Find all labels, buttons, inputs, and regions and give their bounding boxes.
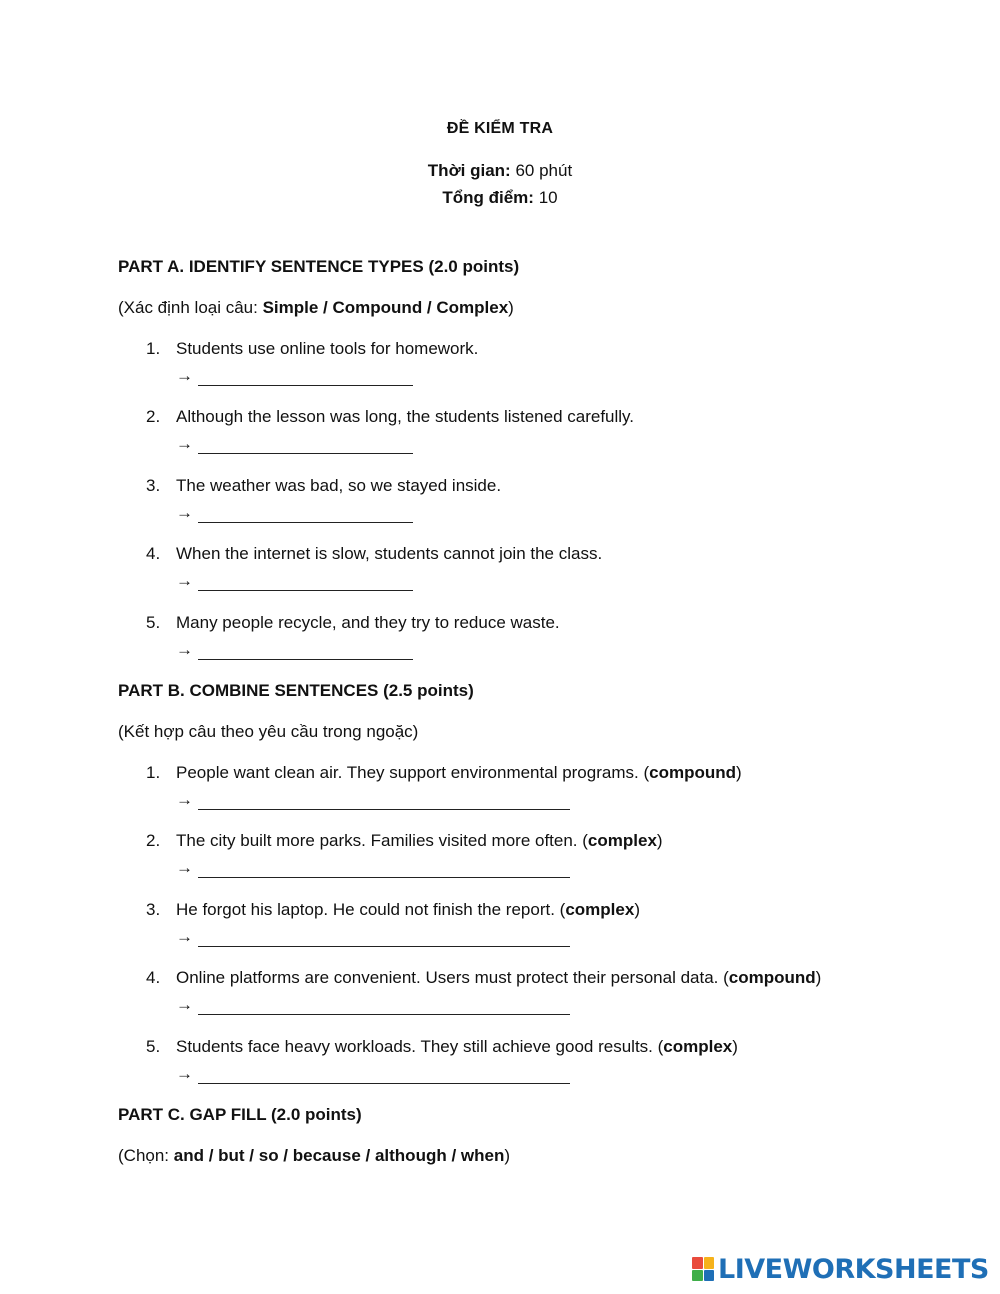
- time-info: [0, 161, 1000, 181]
- arrow-icon: →: [176, 1064, 193, 1083]
- part-c-instruction: [118, 1146, 510, 1166]
- question-number: 1.: [146, 339, 161, 358]
- logo-tile: [704, 1270, 715, 1282]
- part-a-question-4: [146, 544, 946, 564]
- question-text: Students use online tools for homework.: [176, 339, 479, 358]
- logo-tile: [692, 1257, 703, 1269]
- part-a-instruction-suffix: ): [508, 298, 514, 317]
- question-close: ): [732, 1037, 738, 1056]
- question-close: ): [634, 900, 640, 919]
- part-a-question-5: [146, 613, 946, 633]
- question-number: 2.: [146, 407, 161, 426]
- question-number: 3.: [146, 476, 161, 495]
- part-c-heading: PART C. GAP FILL (2.0 points): [118, 1105, 362, 1124]
- part-b-question-1: [146, 763, 946, 783]
- part-b-answer-3[interactable]: [176, 927, 570, 947]
- answer-blank[interactable]: [198, 794, 570, 810]
- question-number: 4.: [146, 544, 161, 563]
- arrow-icon: →: [176, 927, 193, 946]
- part-a-answer-1[interactable]: [176, 366, 413, 386]
- part-a-question-3: [146, 476, 946, 496]
- part-a-instruction: [118, 298, 514, 318]
- part-b-answer-4[interactable]: [176, 995, 570, 1015]
- part-b-question-3: [146, 900, 946, 920]
- score-label: Tổng điểm:: [442, 188, 534, 207]
- question-text: Many people recycle, and they try to reduce waste.: [176, 613, 560, 632]
- part-b-answer-1[interactable]: [176, 790, 570, 810]
- part-c-instruction-suffix: ): [504, 1146, 511, 1165]
- part-c-instruction-prefix: (Chọn:: [118, 1146, 174, 1165]
- question-text: The weather was bad, so we stayed inside.: [176, 476, 502, 495]
- part-a-heading: PART A. IDENTIFY SENTENCE TYPES (2.0 points): [118, 257, 520, 276]
- part-b-heading: PART B. COMBINE SENTENCES (2.5 points): [118, 681, 474, 700]
- part-a-instruction-options: Simple / Compound / Complex: [262, 298, 509, 317]
- part-a-answer-4[interactable]: [176, 571, 413, 591]
- logo-tile: [704, 1257, 715, 1269]
- question-text: Although the lesson was long, the students listened carefully.: [176, 407, 635, 426]
- part-b-instruction: (Kết hợp câu theo yêu cầu trong ngoặc): [118, 722, 419, 741]
- logo-tile: [692, 1270, 703, 1282]
- part-b-answer-5[interactable]: [176, 1064, 570, 1084]
- logo-mark-icon: [692, 1257, 714, 1281]
- answer-blank[interactable]: [198, 575, 413, 591]
- question-tag: compound: [649, 763, 736, 782]
- answer-blank[interactable]: [198, 999, 570, 1015]
- score-info: [0, 188, 1000, 208]
- logo-text: LIVEWORKSHEETS: [718, 1253, 989, 1285]
- score-value: 10: [538, 188, 558, 207]
- question-number: 5.: [146, 1037, 161, 1056]
- question-tag: compound: [728, 968, 816, 987]
- part-c-instruction-options: and / but / so / because / although / when: [173, 1146, 505, 1165]
- part-a-instruction-prefix: (Xác định loại câu:: [118, 298, 263, 317]
- question-close: ): [736, 763, 742, 782]
- arrow-icon: →: [176, 995, 193, 1014]
- page-title: ĐỀ KIỂM TRA: [446, 120, 554, 137]
- time-label: Thời gian:: [427, 161, 511, 180]
- question-close: ): [656, 831, 663, 850]
- part-a-answer-3[interactable]: [176, 503, 413, 523]
- arrow-icon: →: [176, 503, 193, 522]
- arrow-icon: →: [176, 790, 193, 809]
- answer-blank[interactable]: [198, 931, 570, 947]
- question-number: 5.: [146, 613, 161, 632]
- question-text: When the internet is slow, students cannot join the class.: [176, 544, 603, 563]
- part-a-question-1: [146, 339, 946, 359]
- arrow-icon: →: [176, 640, 193, 659]
- answer-blank[interactable]: [198, 644, 413, 660]
- arrow-icon: →: [176, 858, 193, 877]
- answer-blank[interactable]: [198, 1068, 570, 1084]
- part-b-question-2: [146, 831, 946, 851]
- part-a-question-2: [146, 407, 946, 427]
- question-tag: complex: [663, 1037, 733, 1056]
- question-number: 1.: [146, 763, 161, 782]
- question-close: ): [815, 968, 822, 987]
- question-text: He forgot his laptop. He could not finish the report. (: [176, 900, 566, 919]
- arrow-icon: →: [176, 571, 193, 590]
- question-text: Online platforms are convenient. Users must protect their personal data. (: [176, 968, 729, 987]
- time-value: 60 phút: [515, 161, 573, 180]
- arrow-icon: →: [176, 366, 193, 385]
- part-a-answer-2[interactable]: [176, 434, 413, 454]
- question-number: 4.: [146, 968, 161, 987]
- question-tag: complex: [565, 900, 635, 919]
- question-number: 3.: [146, 900, 161, 919]
- arrow-icon: →: [176, 434, 193, 453]
- question-tag: complex: [587, 831, 657, 850]
- answer-blank[interactable]: [198, 862, 570, 878]
- part-b-question-4: [146, 968, 946, 988]
- part-b-answer-2[interactable]: [176, 858, 570, 878]
- liveworksheets-logo: [692, 1254, 989, 1284]
- question-number: 2.: [146, 831, 161, 850]
- question-text: The city built more parks. Families visited more often. (: [176, 831, 588, 850]
- part-b-question-5: [146, 1037, 946, 1057]
- answer-blank[interactable]: [198, 370, 413, 386]
- part-a-answer-5[interactable]: [176, 640, 413, 660]
- answer-blank[interactable]: [198, 438, 413, 454]
- answer-blank[interactable]: [198, 507, 413, 523]
- question-text: People want clean air. They support environmental programs. (: [176, 763, 650, 782]
- question-text: Students face heavy workloads. They still achieve good results. (: [176, 1037, 664, 1056]
